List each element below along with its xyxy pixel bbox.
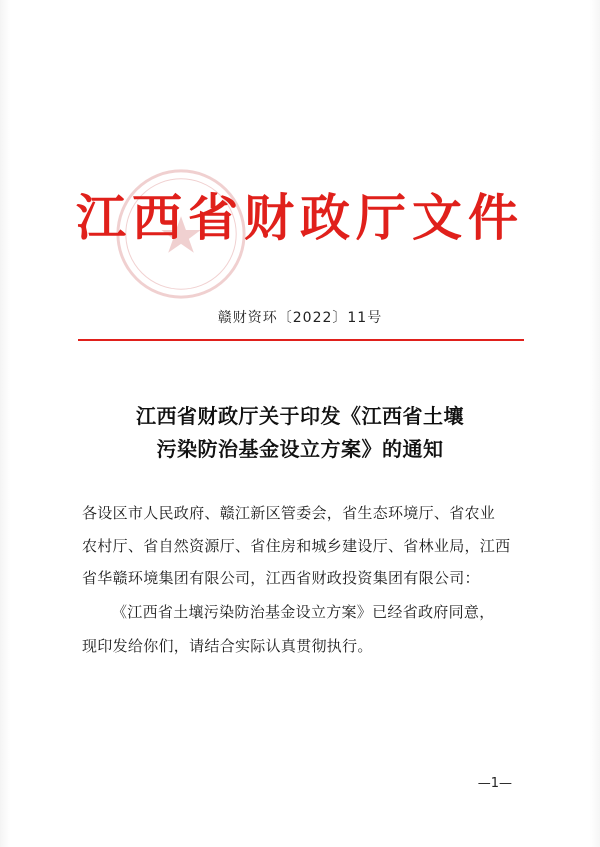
recipients-line-3: 省华赣环境集团有限公司，江西省财政投资集团有限公司：	[82, 569, 480, 587]
document-number: 赣财资环〔2022〕11号	[217, 310, 383, 326]
body-paragraph-line-1: 《江西省土壤污染防治基金设立方案》已经省政府同意，	[112, 603, 495, 621]
notice-title-line-2: 污染防治基金设立方案》的通知	[156, 437, 444, 461]
body-paragraph-line-2: 现印发给你们，请结合实际认真贯彻执行。	[82, 637, 373, 655]
header-divider	[78, 339, 524, 341]
recipients-line-2: 农村厅、省自然资源厅、省住房和城乡建设厅、省林业局，江西	[82, 537, 511, 555]
issuer-title: 江西省财政厅文件	[76, 188, 524, 247]
page-number: —1—	[477, 776, 512, 791]
recipients-line-1: 各设区市人民政府、赣江新区管委会，省生态环境厅、省农业	[82, 504, 496, 522]
notice-title-line-1: 江西省财政厅关于印发《江西省土壤	[136, 404, 464, 428]
